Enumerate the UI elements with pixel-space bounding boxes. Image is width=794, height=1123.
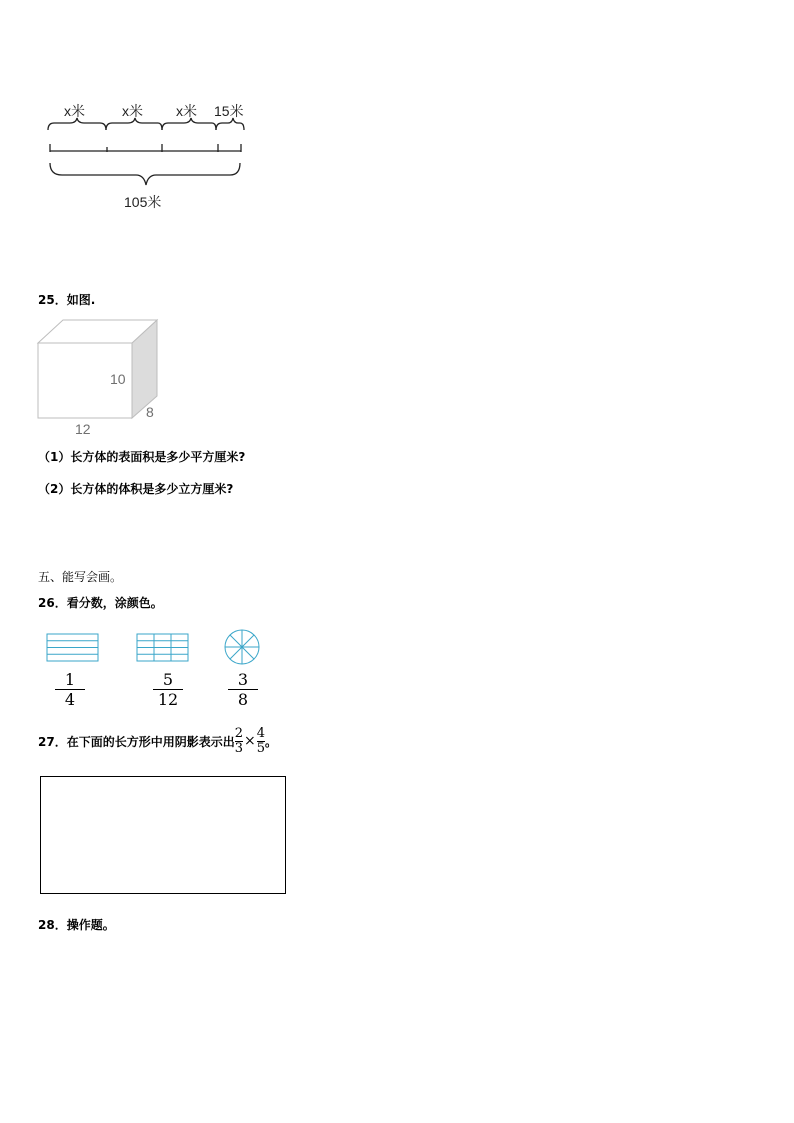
q27-fraction-2: $\frac{4}{5}$: [256, 725, 265, 756]
cuboid-figure: [36, 318, 166, 440]
segment-total-label: 105米: [124, 194, 162, 210]
fraction-numerator: 5: [162, 670, 174, 689]
fraction-denominator: 12: [157, 690, 179, 709]
cuboid-depth-label: 8: [146, 404, 154, 420]
brace-bottom: [50, 163, 240, 185]
times-sign: ×: [243, 733, 256, 749]
segment-label-1: x米: [64, 103, 85, 119]
q25-sub1: （1）长方体的表面积是多少平方厘米?: [38, 450, 246, 464]
q27-fraction-1: $\frac{2}{3}$: [234, 725, 243, 756]
shape-rect-twelfths: [136, 633, 190, 663]
shading-rectangle[interactable]: [40, 776, 286, 894]
q28-title: 28．操作题。: [38, 918, 115, 932]
brace-top-4: [216, 118, 244, 130]
q27-title-prefix: 27．在下面的长方形中用阴影表示出: [38, 734, 235, 749]
shape-circle-eighths: [223, 628, 261, 666]
q25-title: 25．如图.: [38, 293, 96, 307]
segment-label-3: x米: [176, 103, 197, 119]
cuboid-length-label: 12: [75, 421, 91, 437]
section5-title: 五、能写会画。: [38, 570, 123, 584]
fraction-numerator: 1: [64, 670, 76, 689]
cuboid-drawing: [36, 318, 166, 440]
brace-top-2: [106, 118, 162, 130]
q27-title: [38, 722, 277, 760]
q25-sub2: （2）长方体的体积是多少立方厘米?: [38, 482, 234, 496]
brace-top-1: [48, 118, 106, 130]
q27-title-suffix: 。: [265, 734, 278, 749]
cuboid-height-label: 10: [110, 371, 126, 387]
q26-title: 26．看分数，涂颜色。: [38, 596, 163, 610]
fraction-5-12: [153, 671, 183, 708]
segment-label-2: x米: [122, 103, 143, 119]
segment-label-4: 15米: [214, 103, 244, 119]
fraction-1-4: [55, 671, 85, 708]
fraction-numerator: 3: [237, 670, 249, 689]
brace-top-3: [162, 118, 216, 130]
fraction-denominator: 8: [237, 690, 249, 709]
fraction-3-8: [228, 671, 258, 708]
fraction-denominator: 4: [64, 690, 76, 709]
segment-diagram: [40, 95, 260, 215]
shape-rect-quarters: [46, 633, 100, 663]
